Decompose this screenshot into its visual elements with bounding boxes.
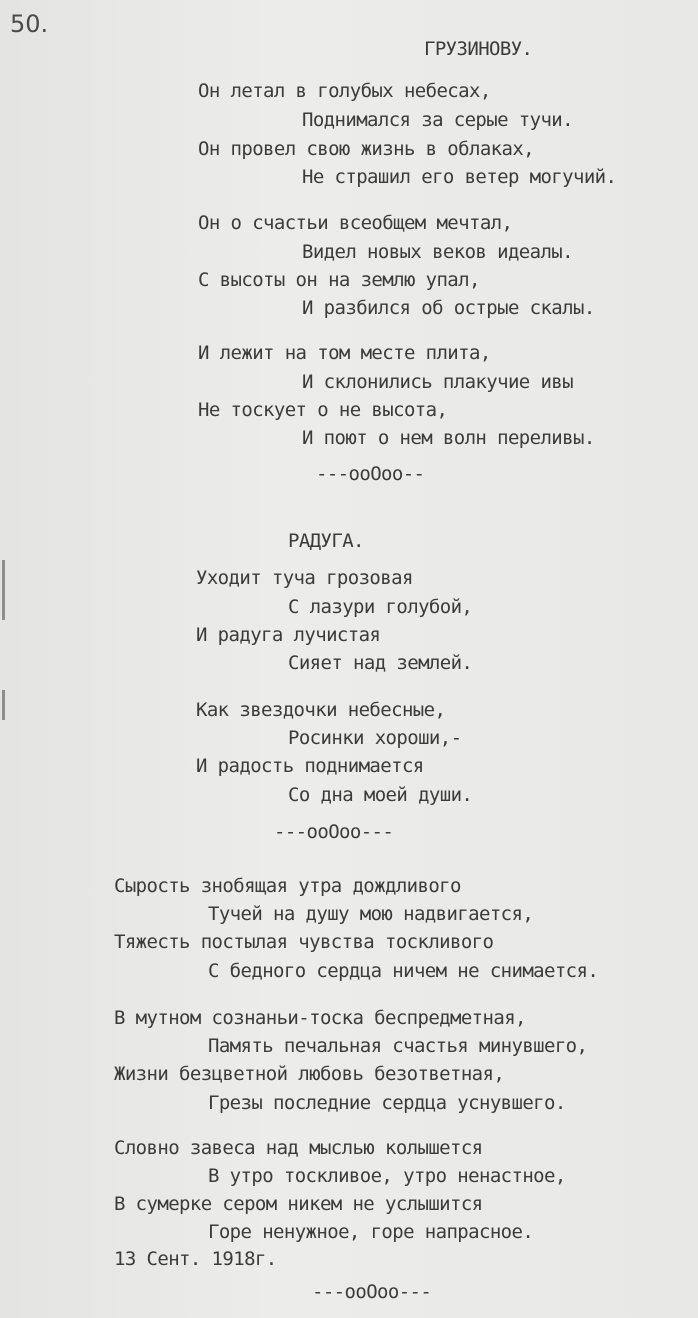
poem-line: В сумерке сером никем не услышится [114, 1193, 483, 1215]
poem-line: Тучей на душу мою надвигается, [208, 903, 534, 925]
poem-line: В утро тоскливое, утро ненастное, [208, 1165, 566, 1187]
page-edge-mark [2, 560, 5, 620]
poem-line: Сияет над землей. [288, 652, 473, 674]
poem-line: Видел новых веков идеалы. [302, 241, 573, 263]
poem-line: В мутном сознаньи-тоска беспредметная, [114, 1007, 526, 1029]
section-separator: ---ooOoo--- [312, 1281, 432, 1303]
poem-line: Грезы последние сердца уснувшего. [208, 1092, 566, 1114]
poem-line: Память печальная счастья минувшего, [208, 1035, 588, 1057]
poem-line: Тяжесть постылая чувства тоскливого [114, 931, 494, 953]
poem-line: Словно завеса над мыслью колышется [114, 1137, 483, 1159]
poem-line: Он провел свою жизнь в облаках, [198, 138, 535, 160]
poem-line: Со дна моей души. [288, 784, 473, 806]
poem-line: Не страшил его ветер могучий. [302, 166, 617, 188]
poem-line: Уходит туча грозовая [196, 567, 413, 589]
poem-line: Росинки хороши,- [288, 727, 462, 749]
poem-line: И радуга лучистая [196, 624, 381, 646]
poem-line: И поют о нем волн переливы. [302, 427, 595, 449]
poem-line: Горе ненужное, горе напрасное. [208, 1221, 534, 1243]
poem-line: Сырость знобящая утра дождливого [114, 875, 461, 897]
page-number: 50. [10, 10, 49, 38]
poem-line: Он о счастьи всеобщем мечтал, [198, 212, 513, 234]
poem-line: Он летал в голубых небесах, [198, 80, 491, 102]
poem-line: Поднимался за серые тучи. [302, 109, 573, 131]
poem-line: Как звездочки небесные, [196, 699, 446, 721]
poem-line: Не тоскует о не высота, [198, 399, 448, 421]
poem-line: С лазури голубой, [288, 596, 473, 618]
poem-line: С высоты он на землю упал, [198, 269, 480, 291]
section-separator: ---ooOoo-- [316, 463, 425, 485]
poem-line: Жизни безцветной любовь безответная, [114, 1063, 505, 1085]
page-edge-mark [2, 690, 5, 720]
poem-line: И склонились плакучие ивы [302, 371, 573, 393]
poem-line: С бедного сердца ничем не снимается. [208, 960, 599, 982]
poem-title: ГРУЗИНОВУ. [424, 38, 533, 60]
section-separator: ---ooOoo--- [274, 821, 394, 843]
poem-line: И радость поднимается [196, 755, 424, 777]
poem-title: РАДУГА. [288, 530, 364, 552]
poem-line: И разбился об острые скалы. [302, 297, 595, 319]
poem-line: И лежит на том месте плита, [198, 342, 491, 364]
poem-date: 13 Сент. 1918г. [114, 1248, 277, 1270]
